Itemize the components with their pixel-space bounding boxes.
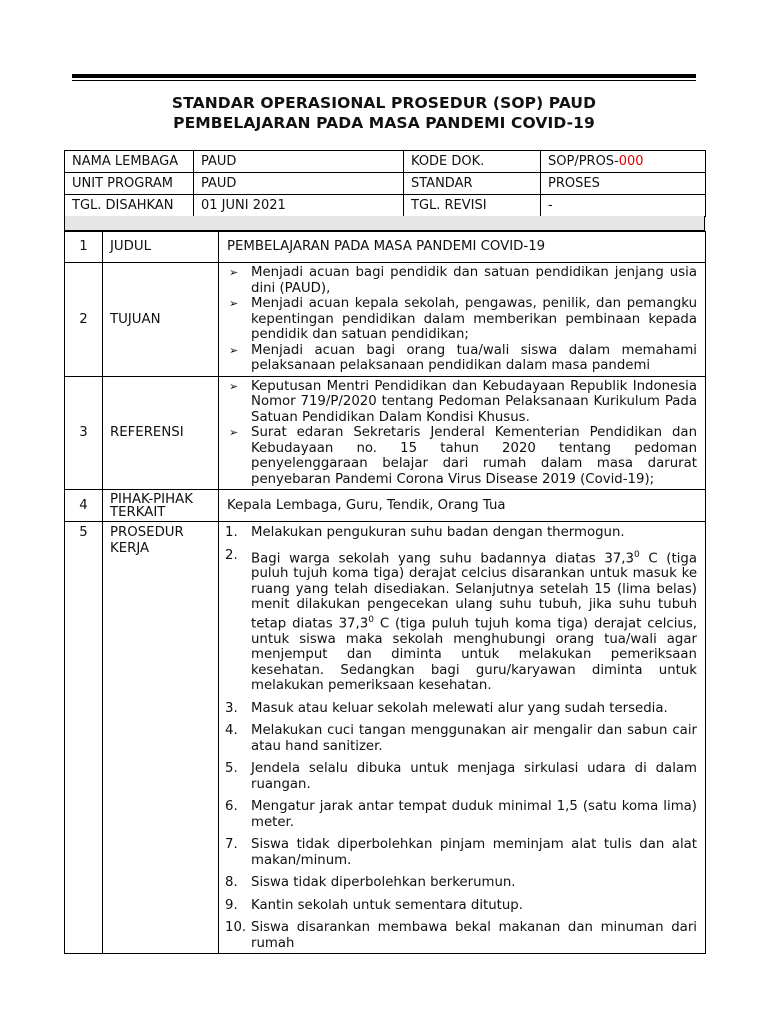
row-number: 2 — [65, 263, 103, 377]
row-number: 3 — [65, 376, 103, 490]
arrow-bullet-icon: ➢ — [229, 343, 239, 357]
list-item: 3. Masuk atau keluar sekolah melewati alur yang sudah tersedia. — [225, 700, 668, 716]
list-item: ➢ Menjadi acuan kepala sekolah, pengawas, penilik, dan pemangku kepentingan pendidikan dalam memberikan pembinaan kepada pendidik dan satuan pendidikan; — [229, 296, 697, 342]
row-label: REFERENSI — [103, 376, 219, 490]
separator-band — [64, 216, 705, 231]
standar-value: PROSES — [541, 173, 706, 195]
row-number: 4 — [65, 490, 103, 522]
list-item: 4. Melakukan cuci tangan menggunakan air mengalir dan sabun cair atau hand sanitizer. — [225, 723, 697, 754]
header-row — [65, 151, 706, 173]
standar-label: STANDAR — [404, 173, 541, 195]
tgl-disahkan-label: TGL. DISAHKAN — [65, 195, 194, 217]
header-row — [65, 195, 706, 217]
list-item: ➢ Surat edaran Sekretaris Jenderal Kementerian Pendidikan dan Kebudayaan no. 15 tahun 2020 tentang pedoman penyelenggaraan belajar dari rumah dalam masa darurat penyebaran Pandemi Corona Virus Disease 2019 (Covid-19); — [229, 425, 697, 487]
unit-program-value: PAUD — [194, 173, 404, 195]
list-item: ➢ Menjadi acuan bagi pendidik dan satuan pendidikan jenjang usia dini (PAUD), — [229, 265, 697, 296]
pihak-content: Kepala Lembaga, Guru, Tendik, Orang Tua — [219, 490, 706, 522]
top-rule-thick — [72, 74, 696, 78]
document-header-table — [64, 150, 706, 217]
kode-dok-prefix: SOP/PROS- — [548, 154, 619, 169]
tgl-disahkan-value: 01 JUNI 2021 — [194, 195, 404, 217]
row-referensi — [65, 376, 706, 490]
kode-dok-label: KODE DOK. — [404, 151, 541, 173]
row-tujuan — [65, 263, 706, 377]
sop-content-table — [64, 231, 706, 954]
row-label: TUJUAN — [103, 263, 219, 377]
kode-dok-value — [541, 151, 706, 173]
tgl-revisi-value: - — [541, 195, 706, 217]
tujuan-content — [219, 263, 706, 377]
tgl-revisi-label: TGL. REVISI — [404, 195, 541, 217]
top-rule-thin — [72, 80, 696, 81]
row-number: 5 — [65, 522, 103, 954]
list-item: 6. Mengatur jarak antar tempat duduk minimal 1,5 (satu koma lima) meter. — [225, 799, 697, 830]
list-item: 9. Kantin sekolah untuk sementara ditutup. — [225, 897, 523, 913]
list-item: 10. Siswa disarankan membawa bekal makanan dan minuman dari rumah — [225, 920, 697, 951]
row-pihak-terkait — [65, 490, 706, 522]
row-judul — [65, 232, 706, 263]
document-title-line2: PEMBELAJARAN PADA MASA PANDEMI COVID-19 — [173, 114, 595, 132]
document-title-line1: STANDAR OPERASIONAL PROSEDUR (SOP) PAUD — [171, 94, 597, 112]
row-prosedur — [65, 522, 706, 954]
row-label: PROSEDUR KERJA — [103, 522, 219, 954]
arrow-bullet-icon: ➢ — [229, 379, 239, 393]
nama-lembaga-value: PAUD — [194, 151, 404, 173]
list-item: 1. Melakukan pengukuran suhu badan dengan thermogun. — [225, 525, 625, 540]
list-item: 2. Bagi warga sekolah yang suhu badannya diatas 37,3$^0$ C (tiga puluh tujuh koma tiga) derajat celcius disarankan untuk masuk ke ruang yang telah disediakan. Selanjutnya setelah 15 (lima belas) menit dilakukan pengecekan ulang suhu tubuh, jika suhu tubuh tetap diatas 37,3$^0$ C (tiga puluh tujuh koma tiga) derajat celcius, untuk siswa maka sekolah menghubungi orang tua/wali agar menjemput dan diminta untuk melakukan pemeriksaan kesehatan. Sedangkan bagi guru/karyawan diminta untuk melakukan pemeriksaan kesehatan. — [225, 547, 697, 694]
list-item: ➢ Keputusan Mentri Pendidikan dan Kebudayaan Republik Indonesia Nomor 719/P/2020 tentang Pedoman Pelaksanaan Kurikulum Pada Satuan Pendidikan Dalam Kondisi Khusus. — [229, 378, 697, 425]
list-item: 5. Jendela selalu dibuka untuk menjaga sirkulasi udara di dalam ruangan. — [225, 761, 697, 792]
referensi-content — [219, 376, 706, 490]
row-label: PIHAK-PIHAK TERKAIT — [103, 490, 219, 522]
list-item: 8. Siswa tidak diperbolehkan berkerumun. — [225, 875, 516, 891]
arrow-bullet-icon: ➢ — [229, 426, 239, 439]
prosedur-content — [219, 522, 706, 954]
nama-lembaga-label: NAMA LEMBAGA — [65, 151, 194, 173]
unit-program-label: UNIT PROGRAM — [65, 173, 194, 195]
arrow-bullet-icon: ➢ — [229, 266, 239, 279]
kode-dok-number: 000 — [618, 154, 644, 169]
row-label: JUDUL — [103, 232, 219, 263]
row-number: 1 — [65, 232, 103, 263]
arrow-bullet-icon: ➢ — [229, 297, 239, 310]
judul-content: PEMBELAJARAN PADA MASA PANDEMI COVID-19 — [219, 232, 706, 263]
list-item: 7. Siswa tidak diperbolehkan pinjam meminjam alat tulis dan alat makan/minum. — [225, 837, 697, 868]
header-row — [65, 173, 706, 195]
list-item: ➢ Menjadi acuan bagi orang tua/wali siswa dalam memahami pelaksanaan pelaksanaan pendidikan dalam masa pandemi — [229, 342, 697, 373]
